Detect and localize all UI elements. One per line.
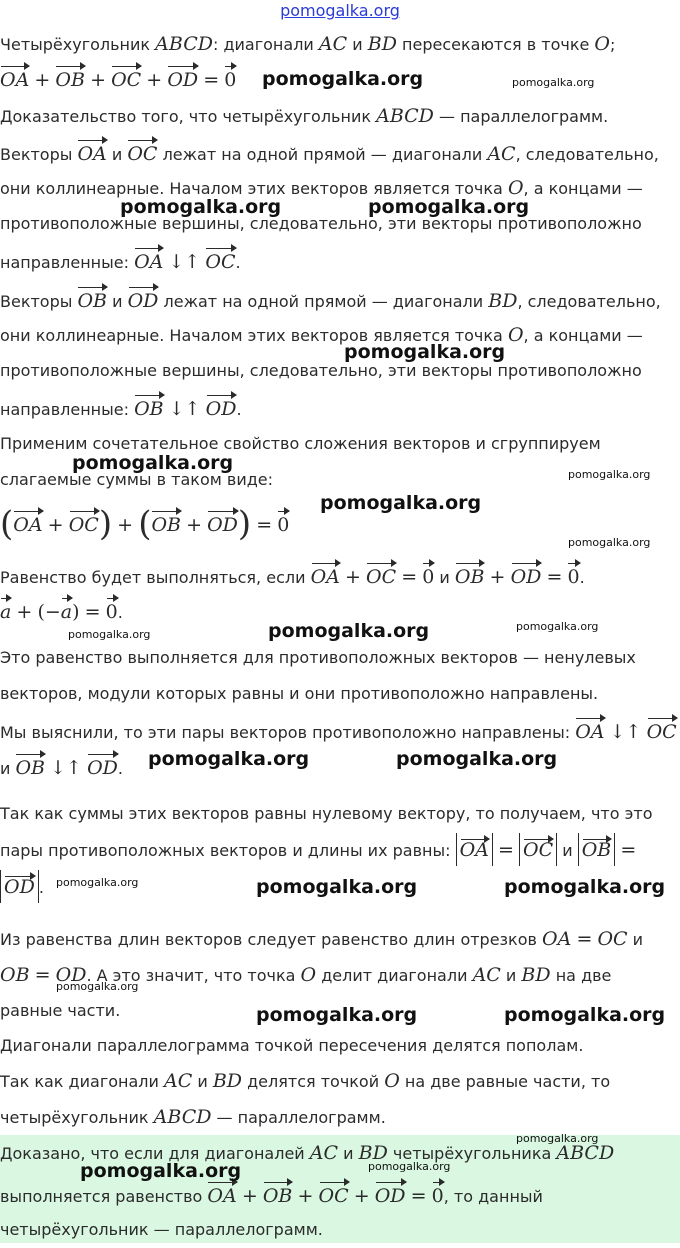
vector-oc: OC xyxy=(647,712,677,750)
text: пересекаются в точке xyxy=(396,35,595,54)
vector-oa: OA xyxy=(207,1176,236,1214)
vector-oc: OC xyxy=(366,557,396,595)
text: Равенство будет выполняться, если xyxy=(0,568,311,587)
vector-oa: OA xyxy=(460,833,489,865)
text: , следовательно, xyxy=(515,145,659,164)
text: направленные: xyxy=(0,400,135,419)
text: делятся точкой xyxy=(242,1072,385,1091)
vectors-ob-od-line3: противоположные вершины, следовательно, эти векторы противоположно xyxy=(0,361,642,380)
vector-od: OD xyxy=(87,748,118,786)
opposite-direction-symbol: ↓↑ xyxy=(168,251,201,273)
text: . xyxy=(38,878,44,897)
plus: + xyxy=(353,1185,370,1207)
zero-vector: 0 xyxy=(567,557,579,595)
paren: (− xyxy=(37,601,61,623)
watermark: pomogalka.org xyxy=(268,620,430,642)
text: и xyxy=(627,930,644,949)
diag-bd: BD xyxy=(212,1070,243,1092)
text: Векторы xyxy=(0,145,78,164)
site-link[interactable]: pomogalka.org xyxy=(280,1,400,20)
watermark: pomogalka.org xyxy=(512,76,595,89)
diag-ac: AC xyxy=(163,1070,193,1092)
vector-a: a xyxy=(61,592,72,630)
text: . А это значит, что точка xyxy=(86,966,301,985)
diag-ac: AC xyxy=(472,964,501,986)
sums-line1: Так как суммы этих векторов равны нулевому вектору, то получаем, что это xyxy=(0,804,653,823)
watermark: pomogalka.org xyxy=(56,980,139,993)
found-line1 xyxy=(0,712,678,751)
watermark: pomogalka.org xyxy=(72,452,234,474)
text: на две равные части, то xyxy=(399,1072,611,1091)
vector-ob: OB xyxy=(55,60,85,98)
text: . xyxy=(117,603,123,622)
watermark: pomogalka.org xyxy=(368,196,530,218)
text: и xyxy=(434,568,455,587)
text: Так как диагонали xyxy=(0,1072,164,1091)
segment-oa: OA xyxy=(542,928,572,950)
vector-oa: OA xyxy=(13,505,42,543)
vector-od: OD xyxy=(207,505,238,543)
watermark: pomogalka.org xyxy=(504,1004,666,1026)
watermark: pomogalka.org xyxy=(568,468,651,481)
diag-bd: BD xyxy=(521,964,551,986)
diag-ac: AC xyxy=(487,143,516,165)
vector-od: OD xyxy=(128,281,159,319)
opposite-text-line1: Это равенство выполняется для противоположных векторов — ненулевых xyxy=(0,648,636,667)
vector-a: a xyxy=(0,592,11,630)
watermark: pomogalka.org xyxy=(68,628,151,641)
point-o: O xyxy=(507,324,524,346)
watermark: pomogalka.org xyxy=(80,1160,242,1182)
watermark: pomogalka.org xyxy=(120,196,282,218)
equals: = xyxy=(203,69,220,91)
vector-oa: OA xyxy=(575,712,604,750)
watermark: pomogalka.org xyxy=(516,620,599,633)
watermark: pomogalka.org xyxy=(396,748,558,770)
vector-oa: OA xyxy=(311,557,340,595)
plus: + xyxy=(90,69,106,91)
opposite-direction-symbol: ↓↑ xyxy=(50,757,82,779)
plus: + xyxy=(186,514,203,536)
equals: = xyxy=(84,601,101,623)
zero-vector: 0 xyxy=(432,1176,444,1214)
vector-ob: OB xyxy=(77,281,107,319)
text: направленные: xyxy=(0,253,135,272)
watermark: pomogalka.org xyxy=(568,536,651,549)
plus: + xyxy=(47,514,64,536)
watermark: pomogalka.org xyxy=(320,492,482,514)
vector-oc: OC xyxy=(111,60,141,98)
text: пары противоположных векторов и длины их равны: xyxy=(0,841,456,860)
segment-oc: OC xyxy=(597,928,628,950)
vector-od: OD xyxy=(167,60,198,98)
diag-bd: BD xyxy=(488,290,518,312)
plus: + xyxy=(344,566,361,588)
point-o: O xyxy=(384,1070,400,1092)
bisect-statement: Диагонали параллелограмма точкой пересечения делятся пополам. xyxy=(0,1036,584,1055)
equals: = xyxy=(498,839,514,861)
opposite-direction-symbol: ↓↑ xyxy=(168,398,201,420)
text: делит диагонали xyxy=(316,966,473,985)
text: и xyxy=(347,35,368,54)
equals: = xyxy=(546,566,563,588)
watermark: pomogalka.org xyxy=(148,748,310,770)
point-o: O xyxy=(300,964,317,986)
vectors-oa-oc-line1 xyxy=(0,134,678,173)
condition-line xyxy=(0,557,678,596)
text: они коллинеарные. Началом этих векторов является точка xyxy=(0,179,508,198)
text: и xyxy=(500,966,522,985)
quad-name: ABCD xyxy=(153,1106,212,1128)
quad-name: ABCD xyxy=(376,105,434,127)
lengths-line1 xyxy=(0,921,678,958)
vector-oa: OA xyxy=(0,60,29,98)
diag-bd: BD xyxy=(358,1142,388,1164)
watermark: pomogalka.org xyxy=(368,1160,451,1173)
plus: + xyxy=(241,1185,258,1207)
grouping-text-line1: Применим сочетательное свойство сложения векторов и сгруппируем xyxy=(0,434,601,453)
vectors-ob-od-line1 xyxy=(0,281,678,320)
diag-bd: BD xyxy=(367,33,397,55)
text: Доказательство того, что четырёхугольник xyxy=(0,107,377,126)
text: — параллелограмм. xyxy=(211,1108,386,1127)
watermark: pomogalka.org xyxy=(56,876,139,889)
text: ; xyxy=(610,35,616,54)
vector-ob: OB xyxy=(263,1176,293,1214)
zero-vector: 0 xyxy=(224,60,236,98)
lengths-line3: равные части. xyxy=(0,1001,121,1020)
segment-od: OD xyxy=(55,964,87,986)
equals: = xyxy=(576,928,593,950)
abs-oc xyxy=(519,833,557,866)
vector-ob: OB xyxy=(134,389,164,427)
vector-oc: OC xyxy=(69,505,99,543)
zero-vector: 0 xyxy=(422,557,434,595)
vector-oc: OC xyxy=(523,833,553,865)
paren: ) xyxy=(237,504,252,544)
equals: = xyxy=(34,964,51,986)
plus: + xyxy=(146,69,163,91)
abs-od xyxy=(0,870,39,903)
text: и xyxy=(107,292,128,311)
vectors-oa-oc-line4 xyxy=(0,242,678,281)
text: , а концами — xyxy=(523,326,643,345)
diag-ac: AC xyxy=(309,1142,339,1164)
watermark: pomogalka.org xyxy=(516,1132,599,1145)
equals: = xyxy=(410,1185,427,1207)
text: лежат на одной прямой — диагонали xyxy=(158,292,489,311)
vector-ob: OB xyxy=(151,505,181,543)
since-line1 xyxy=(0,1063,678,1100)
vector-oc: OC xyxy=(127,134,157,172)
text: , а концами — xyxy=(523,179,643,198)
paren: ( xyxy=(138,504,152,544)
segment-ob: OB xyxy=(0,964,30,986)
plus: + xyxy=(489,566,506,588)
text: Из равенства длин векторов следует равенство длин отрезков xyxy=(0,930,543,949)
text: Векторы xyxy=(0,292,78,311)
vector-od: OD xyxy=(4,870,35,902)
vector-oc: OC xyxy=(205,242,235,280)
sums-line2 xyxy=(0,832,678,869)
plus: + xyxy=(34,69,51,91)
text: и xyxy=(192,1072,213,1091)
watermark: pomogalka.org xyxy=(256,876,418,898)
paren: ) xyxy=(98,504,113,544)
text: и xyxy=(106,145,128,164)
watermark: pomogalka.org xyxy=(256,1004,418,1026)
vector-od: OD xyxy=(511,557,542,595)
grouping-text-line2: слагаемые суммы в таком виде: xyxy=(0,470,274,489)
text: и xyxy=(338,1144,359,1163)
abs-oa xyxy=(456,833,493,866)
given-statement xyxy=(0,26,678,63)
quad-name: ABCD xyxy=(155,33,213,55)
watermark: pomogalka.org xyxy=(262,68,424,90)
text: выполняется равенство xyxy=(0,1187,208,1206)
proof-intro xyxy=(0,98,678,135)
text: четырёхугольника xyxy=(387,1144,557,1163)
plus: + xyxy=(297,1185,314,1207)
point-o: O xyxy=(507,177,524,199)
opposite-text-line2: векторов, модули которых равны и они противоположно направлены. xyxy=(0,684,599,703)
since-line2 xyxy=(0,1099,678,1136)
vector-ob: OB xyxy=(15,748,45,786)
text: . xyxy=(579,568,585,587)
text: и xyxy=(0,759,16,778)
equals: = xyxy=(620,839,637,861)
text: . xyxy=(235,253,241,272)
found-line2 xyxy=(0,748,678,787)
text: четырёхугольник xyxy=(0,1108,154,1127)
vector-oa: OA xyxy=(77,134,106,172)
vector-ob: OB xyxy=(582,833,612,865)
plus: + xyxy=(16,601,33,623)
vector-oc: OC xyxy=(319,1176,349,1214)
text: на две xyxy=(550,966,612,985)
vector-od: OD xyxy=(206,389,237,427)
vector-od: OD xyxy=(375,1176,406,1214)
paren: ( xyxy=(0,504,14,544)
text: Мы выяснили, то эти пары векторов противоположно направлены: xyxy=(0,723,576,742)
opposite-direction-symbol: ↓↑ xyxy=(609,721,642,743)
abs-ob xyxy=(578,833,616,866)
vectors-oa-oc-line3: противоположные вершины, следовательно, эти векторы противоположно xyxy=(0,214,642,233)
watermark: pomogalka.org xyxy=(344,341,506,363)
quad-name: ABCD xyxy=(556,1142,615,1164)
text: , следовательно, xyxy=(517,292,661,311)
zero-vector: 0 xyxy=(106,592,118,630)
zero-vector: 0 xyxy=(277,505,289,543)
diag-ac: AC xyxy=(318,33,348,55)
text: — параллелограмм. xyxy=(433,107,609,126)
point-o: O xyxy=(594,33,610,55)
equals: = xyxy=(256,514,273,536)
vectors-oa-oc-line2 xyxy=(0,170,678,207)
conclusion-line3: четырёхугольник — параллелограмм. xyxy=(0,1220,323,1239)
vectors-ob-od-line4 xyxy=(0,389,678,428)
text: . xyxy=(236,400,242,419)
text: лежат на одной прямой — диагонали xyxy=(157,145,488,164)
vectors-ob-od-line2 xyxy=(0,317,678,354)
watermark: pomogalka.org xyxy=(504,876,666,898)
text: Доказано, что если для диагоналей xyxy=(0,1144,310,1163)
text: они коллинеарные. Началом этих векторов является точка xyxy=(0,326,508,345)
text: Четырёхугольник xyxy=(0,35,156,54)
plus: + xyxy=(117,514,134,536)
vector-ob: OB xyxy=(455,557,485,595)
text: : диагонали xyxy=(212,35,319,54)
paren: ) xyxy=(72,601,80,623)
text: и xyxy=(557,841,578,860)
vector-oa: OA xyxy=(134,242,163,280)
text: , то данный xyxy=(443,1187,543,1206)
text: . xyxy=(117,759,123,778)
equals: = xyxy=(401,566,418,588)
